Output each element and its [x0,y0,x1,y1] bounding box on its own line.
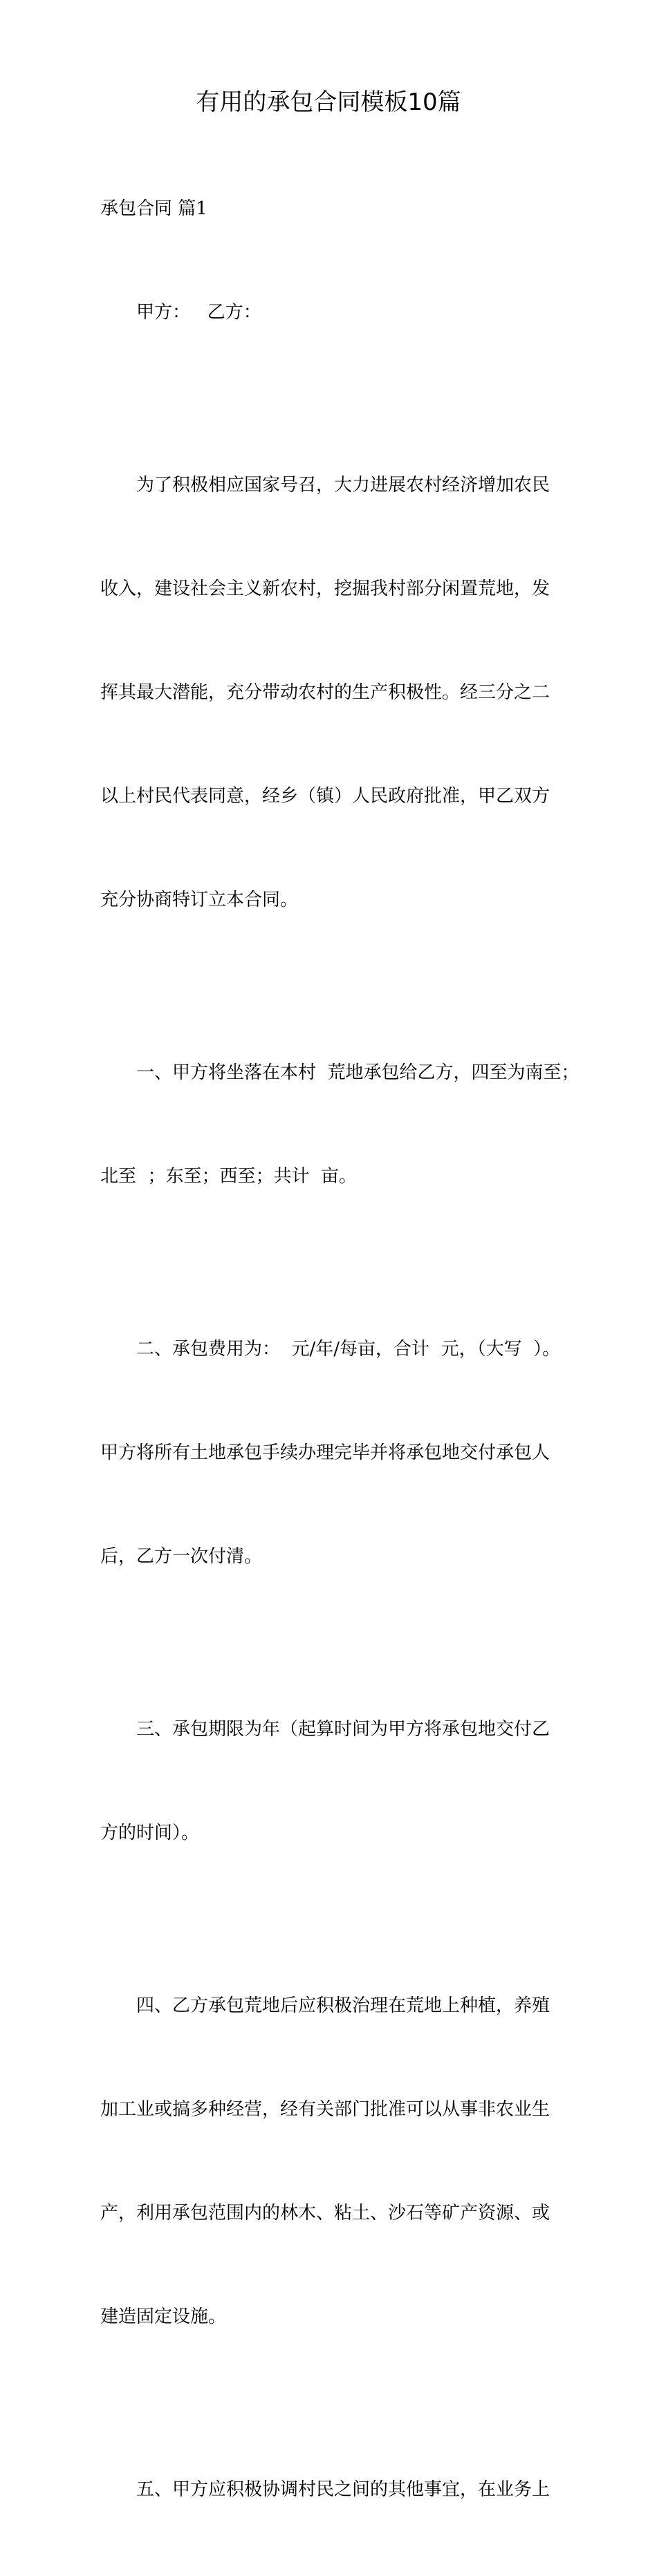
paragraph-line: 四、乙方承包荒地后应积极治理在荒地上种植，养殖 [136,1995,550,2016]
paragraph-line: 五、甲方应积极协调村民之间的其他事宜，在业务上 [136,2479,550,2500]
paragraph-line: 产，利用承包范围内的林木、粘土、沙石等矿产资源、或 [100,2203,550,2224]
paragraph-line: 一、甲方将坐落在本村 荒地承包给乙方，四至为南至； [136,1062,580,1083]
paragraph-line: 甲方： 乙方： [136,302,261,323]
preamble-paragraph [100,399,560,986]
section-heading: 承包合同 篇1 [100,198,207,219]
paragraph-line: 挥其最大潜能，充分带动农村的生产积极性。经三分之二 [100,682,550,703]
clause-4 [100,1919,560,2403]
paragraph-line: 后，乙方一次付清。 [100,1546,263,1567]
paragraph-line: 加工业或搞多种经营，经有关部门批准可以从事非农业生 [100,2099,550,2120]
paragraph-line: 三、承包期限为年（起算时间为甲方将承包地交付乙 [136,1719,550,1740]
paragraph-line: 为了积极相应国家号召，大力进展农村经济增加农民 [136,475,550,496]
paragraph-line: 建造固定设施。 [100,2306,227,2327]
paragraph-line: 甲方将所有土地承包手续办理完毕并将承包地交付承包人 [100,1442,550,1463]
paragraph-line: 二、承包费用为： 元/年/每亩，合计 元，（大写 ）。 [136,1339,561,1360]
paragraph-line: 充分协商特订立本合同。 [100,890,299,910]
party-line [100,226,560,399]
paragraph-line: 以上村民代表同意，经乡（镇）人民政府批准，甲乙双方 [100,786,550,807]
document-title: 有用的承包合同模板10篇 [196,88,461,116]
paragraph-line: 北至 ；东至；西至；共计 亩。 [100,1166,358,1187]
paragraph-line: 收入，建设社会主义新农村，挖掘我村部分闲置荒地，发 [100,579,550,599]
clause-2 [100,1263,560,1643]
clause-1 [100,986,580,1263]
paragraph-line: 方的时间）。 [100,1823,200,1843]
document-body [100,191,580,2576]
clause-3 [100,1643,560,1919]
clause-5 [100,2403,560,2576]
